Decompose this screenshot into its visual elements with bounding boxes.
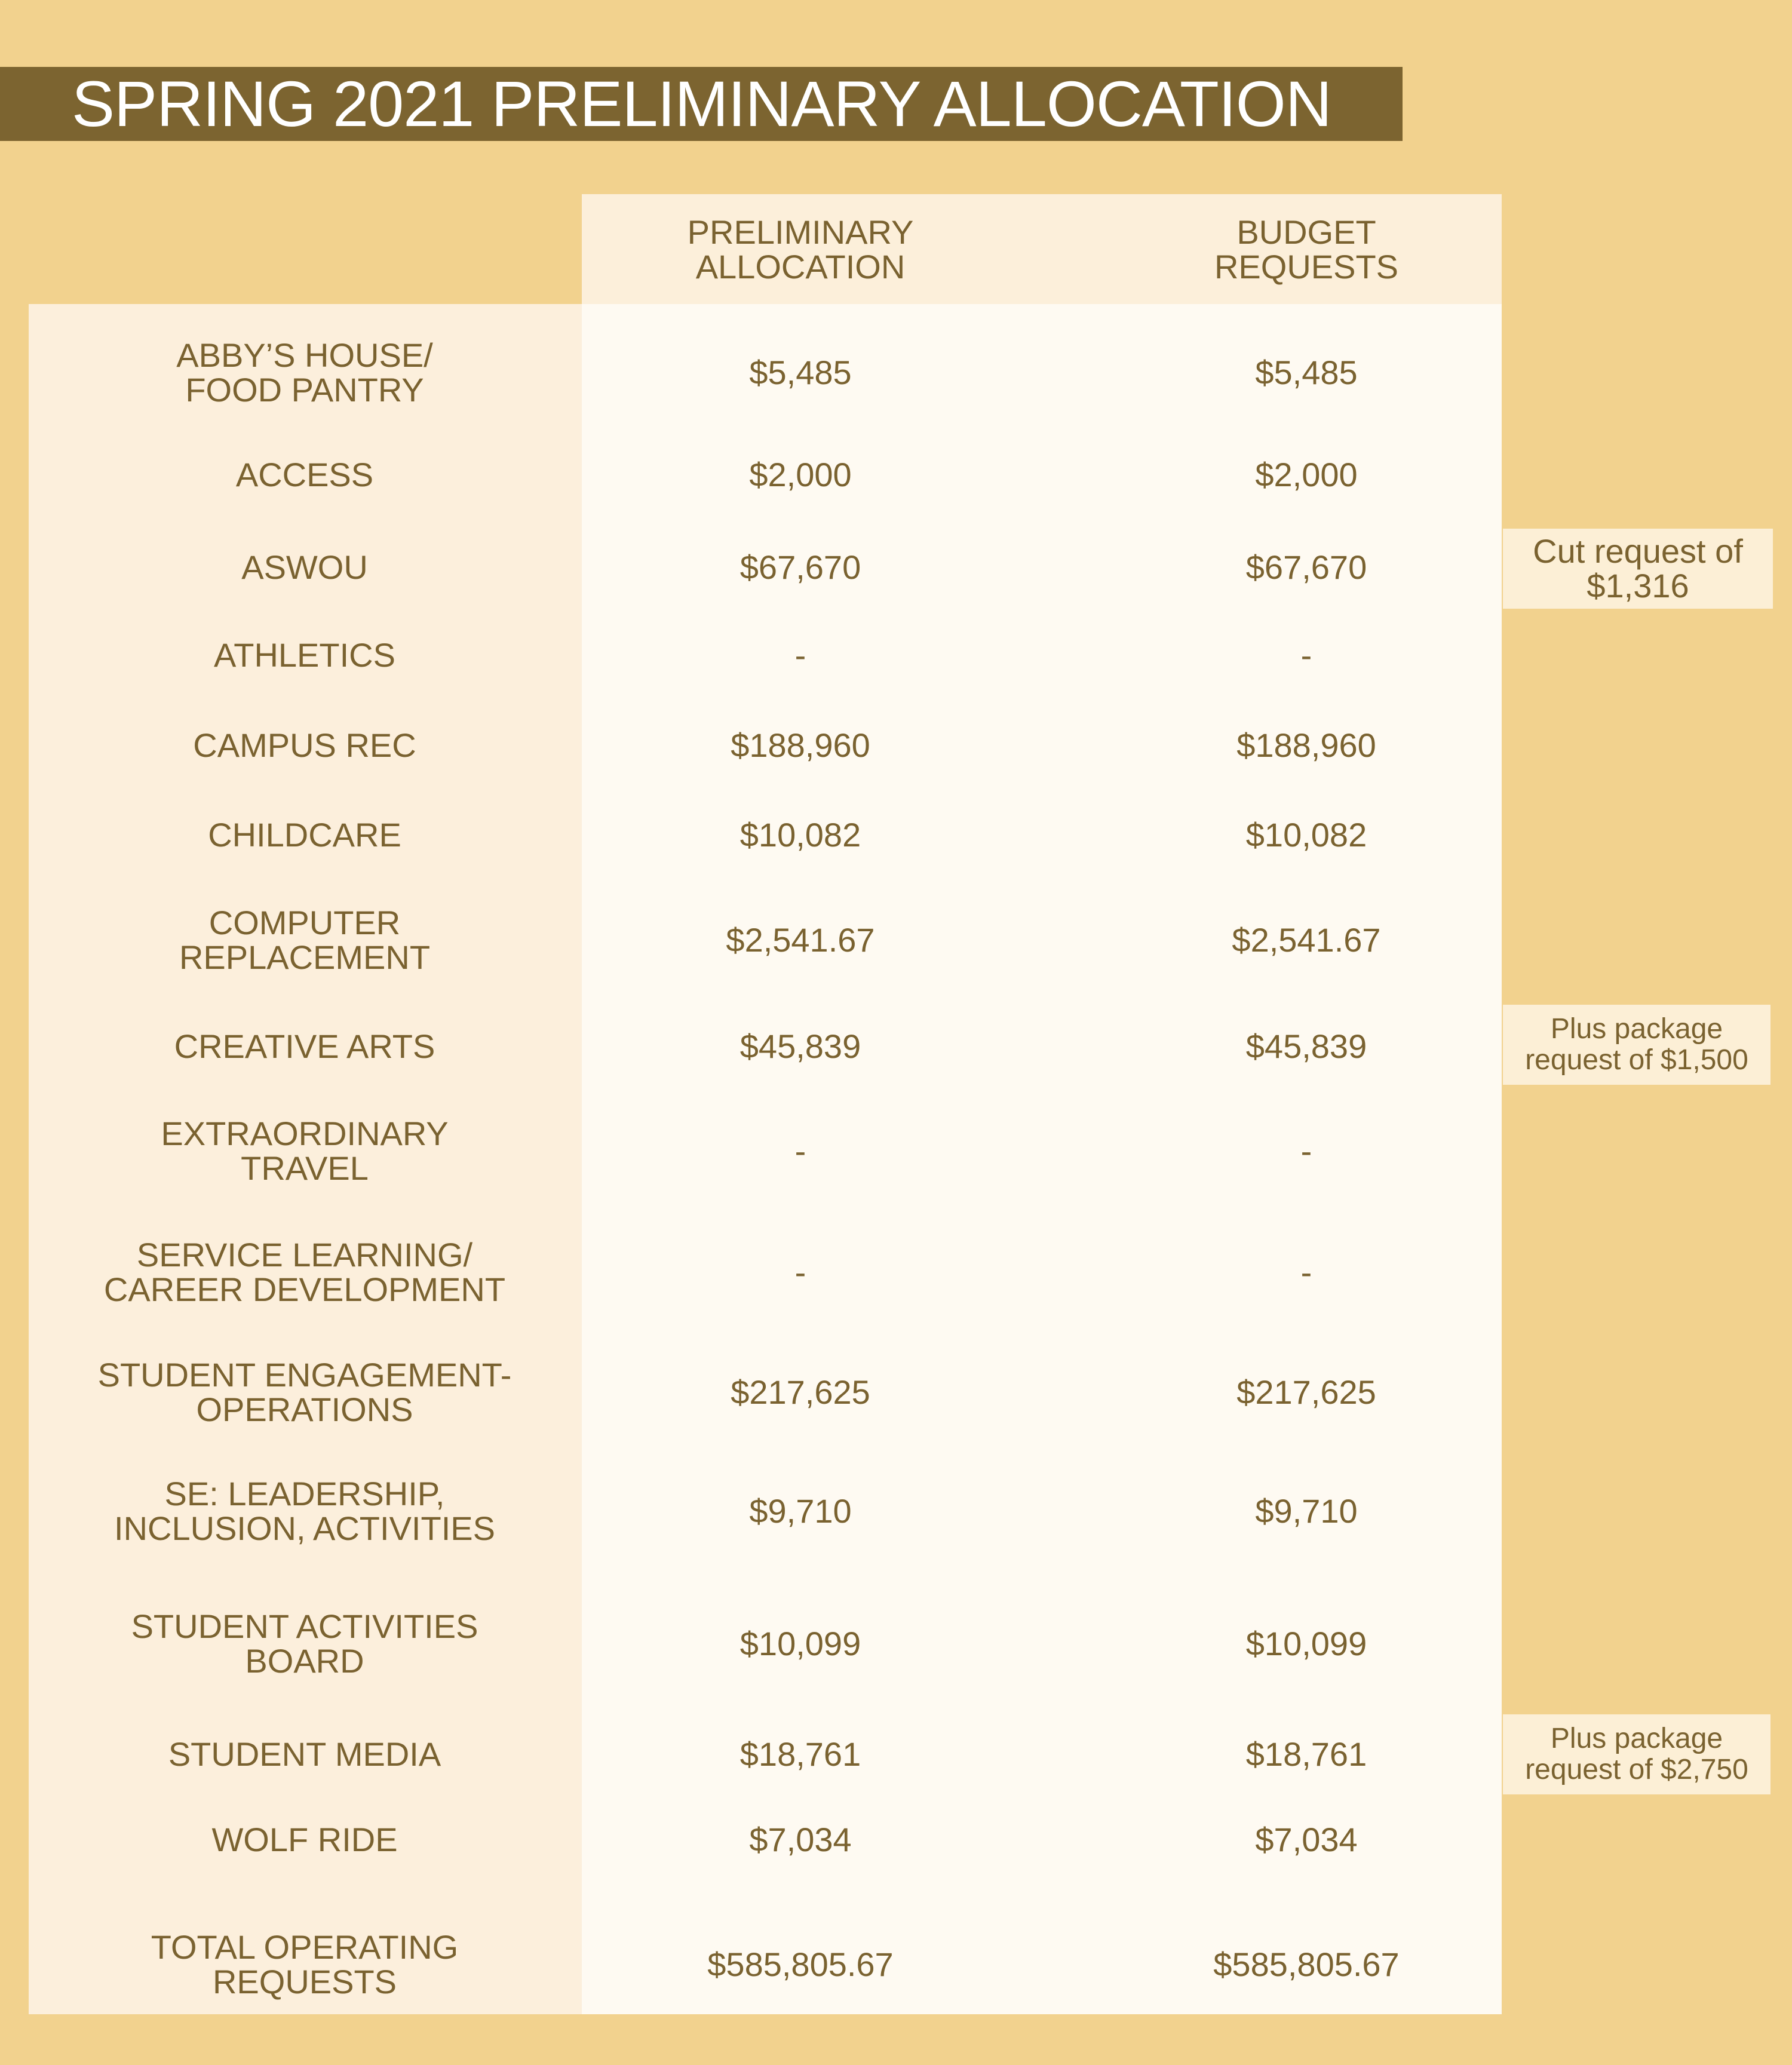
- preliminary-allocation-value: $2,541.67: [726, 921, 875, 959]
- page-title: SPRING 2021 PRELIMINARY ALLOCATION: [72, 67, 1331, 140]
- budget-request-value: $188,960: [1236, 726, 1376, 764]
- preliminary-allocation-value: $2,000: [749, 456, 852, 493]
- budget-request-value: $5,485: [1255, 354, 1358, 391]
- budget-request-value: $67,670: [1245, 548, 1367, 586]
- row-label: SE: LEADERSHIP, INCLUSION, ACTIVITIES: [114, 1475, 495, 1547]
- row-label: CREATIVE ARTS: [174, 1027, 435, 1065]
- preliminary-allocation-value: $67,670: [739, 548, 861, 586]
- row-label: ACCESS: [235, 456, 374, 493]
- preliminary-allocation-value: -: [794, 636, 806, 674]
- budget-request-value: $217,625: [1236, 1373, 1376, 1411]
- budget-request-value: $10,099: [1245, 1625, 1367, 1662]
- budget-request-value: $45,839: [1245, 1027, 1367, 1065]
- preliminary-allocation-value: $188,960: [731, 726, 870, 764]
- note-creative-arts: Plus package request of $1,500: [1503, 1005, 1770, 1085]
- row-label: STUDENT MEDIA: [168, 1735, 441, 1773]
- preliminary-allocation-value: -: [794, 1132, 806, 1170]
- preliminary-allocation-value: -: [794, 1253, 806, 1291]
- row-label: ABBY’S HOUSE/ FOOD PANTRY: [176, 336, 433, 409]
- column-header-preliminary: PRELIMINARY ALLOCATION: [687, 213, 914, 286]
- row-label: COMPUTER REPLACEMENT: [179, 904, 431, 976]
- budget-request-value: -: [1300, 1132, 1312, 1170]
- preliminary-allocation-value: $18,761: [739, 1735, 861, 1773]
- row-label: SERVICE LEARNING/ CAREER DEVELOPMENT: [103, 1236, 506, 1308]
- row-label: STUDENT ACTIVITIES BOARD: [131, 1607, 478, 1680]
- preliminary-allocation-value: $10,099: [739, 1625, 861, 1662]
- row-label: ATHLETICS: [214, 636, 395, 674]
- preliminary-allocation-value: $7,034: [749, 1821, 852, 1858]
- budget-request-value: $2,000: [1255, 456, 1358, 493]
- row-label: CHILDCARE: [208, 816, 401, 854]
- preliminary-allocation-value: $10,082: [739, 816, 861, 854]
- row-label: TOTAL OPERATING REQUESTS: [151, 1928, 459, 2000]
- preliminary-allocation-value: $9,710: [749, 1492, 852, 1530]
- row-label: EXTRAORDINARY TRAVEL: [161, 1115, 449, 1187]
- preliminary-allocation-value: $585,805.67: [707, 1946, 894, 1983]
- budget-request-value: -: [1300, 636, 1312, 674]
- budget-request-value: -: [1300, 1253, 1312, 1291]
- row-label: WOLF RIDE: [211, 1821, 398, 1858]
- preliminary-allocation-value: $217,625: [731, 1373, 870, 1411]
- preliminary-allocation-value: $45,839: [739, 1027, 861, 1065]
- note-student-media: Plus package request of $2,750: [1503, 1714, 1770, 1794]
- row-label: ASWOU: [241, 548, 368, 586]
- column-header-budget: BUDGET REQUESTS: [1214, 213, 1399, 286]
- budget-request-value: $585,805.67: [1213, 1946, 1400, 1983]
- budget-request-value: $7,034: [1255, 1821, 1358, 1858]
- row-label: CAMPUS REC: [193, 726, 416, 764]
- note-aswou: Cut request of $1,316: [1503, 529, 1773, 609]
- budget-request-value: $18,761: [1245, 1735, 1367, 1773]
- budget-request-value: $2,541.67: [1232, 921, 1381, 959]
- preliminary-allocation-value: $5,485: [749, 354, 852, 391]
- title-bar: [0, 67, 1403, 141]
- row-label: STUDENT ENGAGEMENT- OPERATIONS: [97, 1356, 512, 1428]
- budget-request-value: $10,082: [1245, 816, 1367, 854]
- budget-request-value: $9,710: [1255, 1492, 1358, 1530]
